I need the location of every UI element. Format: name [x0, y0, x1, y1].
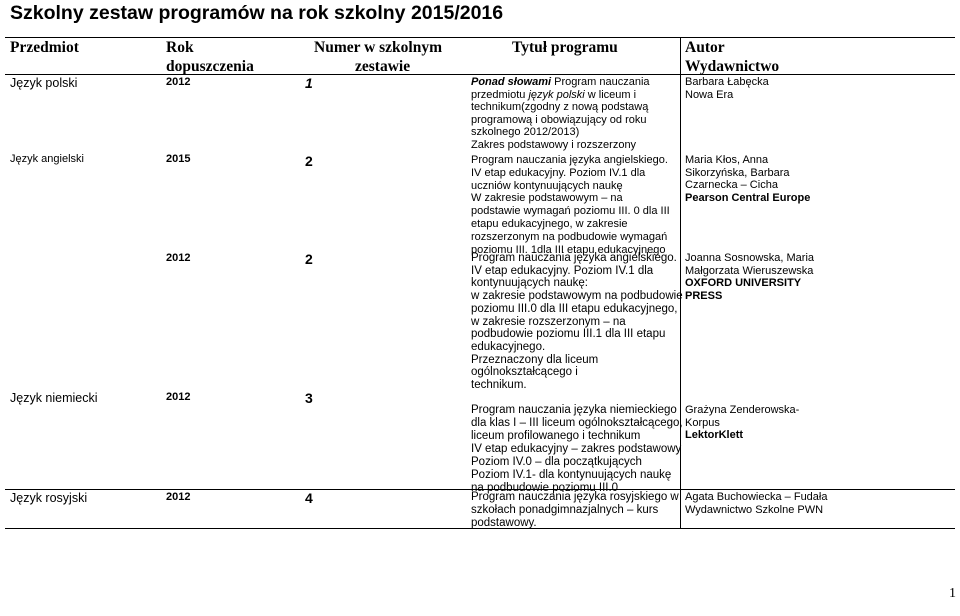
program-line: szkołach ponadgimnazjalnych – kurs	[471, 504, 659, 516]
program-lead: Ponad słowami	[471, 76, 552, 88]
program-line: szkolnego 2012/2013)	[471, 126, 580, 139]
program-line: podstawie wymagań poziomu III. 0 dla III	[471, 205, 670, 218]
year-cell: 2012	[166, 252, 191, 264]
program-line: technikum.	[471, 379, 527, 392]
publisher-line: PRESS	[685, 289, 723, 302]
program-line: w zakresie podstawowym na podbudowie	[471, 290, 683, 303]
author-cell	[685, 404, 799, 442]
page-title: Szkolny zestaw programów na rok szkolny 2015/2016	[10, 2, 504, 24]
year-cell: 2012	[166, 391, 191, 403]
program-line: Przeznaczony dla liceum	[471, 353, 599, 366]
program-italic-subject: język polski	[528, 88, 585, 101]
author-line: Sikorzyńska, Barbara	[685, 166, 790, 179]
year-cell: 2012	[166, 491, 191, 503]
header-publisher: Wydawnictwo	[685, 58, 780, 75]
program-line: Program nauczania języka rosyjskiego w	[471, 491, 679, 503]
table-top-border	[5, 37, 955, 38]
program-line: W zakresie podstawowym – na	[471, 192, 623, 205]
author-line: Agata Buchowiecka – Fudała	[685, 491, 828, 503]
program-line: poziomu III. 1dla III etapu edukacyjnego	[471, 243, 666, 256]
header-subject: Przedmiot	[10, 39, 79, 56]
number-cell: 2	[305, 153, 313, 169]
program-line: IV etap edukacyjny – zakres podstawowy	[471, 443, 682, 455]
number-cell: 3	[305, 390, 313, 406]
program-line: Poziom IV.0 – dla początkujących	[471, 456, 642, 468]
program-cell	[471, 252, 683, 392]
program-line: dla klas I – III liceum ogólnokształcącego,	[471, 417, 683, 429]
publisher-line: OXFORD UNIVERSITY	[685, 277, 802, 290]
program-cell	[471, 491, 679, 530]
program-line: rozszerzonym na podbudowie wymagań	[471, 230, 668, 243]
author-cell	[685, 491, 827, 516]
subject-cell: Język angielski	[10, 153, 84, 165]
header-program: Tytuł programu	[512, 39, 618, 56]
program-line: podbudowie poziomu III.1 dla III etapu	[471, 328, 666, 341]
program-line: ogólnokształcącego i	[471, 366, 578, 379]
program-line: w zakresie rozszerzonym – na	[471, 315, 626, 328]
program-lead-rest: Program nauczania	[551, 76, 650, 88]
program-line: przedmiotu język polski w liceum i	[471, 88, 637, 101]
year-cell: 2012	[166, 76, 191, 88]
program-line: poziomu III.0 dla III etapu edukacyjnego,	[471, 302, 678, 315]
program-line: technikum(zgodny z nową podstawą	[471, 101, 649, 114]
author-line: Barbara Łabęcka	[685, 76, 769, 88]
author-line: Grażyna Zenderowska-	[685, 404, 800, 416]
subject-cell: Język rosyjski	[10, 491, 88, 505]
header-number-line2: zestawie	[355, 58, 411, 75]
subject-cell: Język niemiecki	[10, 391, 98, 405]
publisher-line: Pearson Central Europe	[685, 191, 811, 204]
program-line: etapu edukacyjnego, w zakresie	[471, 217, 628, 230]
year-cell: 2015	[166, 153, 191, 165]
publisher-line: Wydawnictwo Szkolne PWN	[685, 503, 824, 516]
program-line: kontynuujących naukę:	[471, 277, 588, 290]
program-line: edukacyjnego.	[471, 340, 546, 353]
program-line: Zakres podstawowy i rozszerzony	[471, 138, 637, 151]
author-cell	[685, 252, 814, 302]
program-cell	[471, 154, 670, 256]
program-cell	[471, 404, 683, 495]
program-line: podstawowy.	[471, 517, 537, 529]
program-line: liceum profilowanego i technikum	[471, 430, 641, 442]
author-line: Maria Kłos, Anna	[685, 154, 769, 166]
subject-cell: Język polski	[10, 76, 78, 90]
author-line: Małgorzata Wieruszewska	[685, 264, 814, 277]
program-line: IV etap edukacyjny. Poziom IV.1 dla	[471, 166, 646, 179]
header-year-line2: dopuszczenia	[166, 58, 254, 75]
number-cell: 1	[305, 75, 313, 91]
publisher-line: LektorKlett	[685, 429, 744, 442]
header-year: Rok	[166, 39, 194, 56]
program-line: programową i obowiązujący od roku	[471, 113, 647, 126]
page-number: 1	[949, 586, 956, 601]
number-cell: 4	[305, 490, 313, 506]
header-bottom-border	[5, 74, 955, 75]
author-line: Korpus	[685, 416, 720, 429]
program-line: Poziom IV.1- dla kontynuujących naukę	[471, 469, 672, 481]
program-line: uczniów kontynuujących naukę	[471, 179, 623, 192]
program-line: Program nauczania języka angielskiego.	[471, 154, 668, 166]
program-line: Program nauczania języka niemieckiego	[471, 404, 677, 416]
program-line: IV etap edukacyjny. Poziom IV.1 dla	[471, 264, 654, 277]
program-cell	[471, 76, 650, 152]
number-cell: 2	[305, 251, 313, 267]
author-cell	[685, 154, 810, 204]
program-line	[471, 76, 650, 89]
author-cell	[685, 76, 769, 101]
author-line: Joanna Sosnowska, Maria	[685, 252, 815, 264]
publisher-line: Nowa Era	[685, 88, 734, 101]
program-line: na podbudowie poziomu III.0	[471, 482, 619, 494]
header-author: Autor	[685, 39, 725, 56]
header-number: Numer w szkolnym	[314, 39, 443, 56]
author-line: Czarnecka – Cicha	[685, 179, 778, 192]
program-line: Program nauczania języka angielskiego.	[471, 252, 677, 264]
